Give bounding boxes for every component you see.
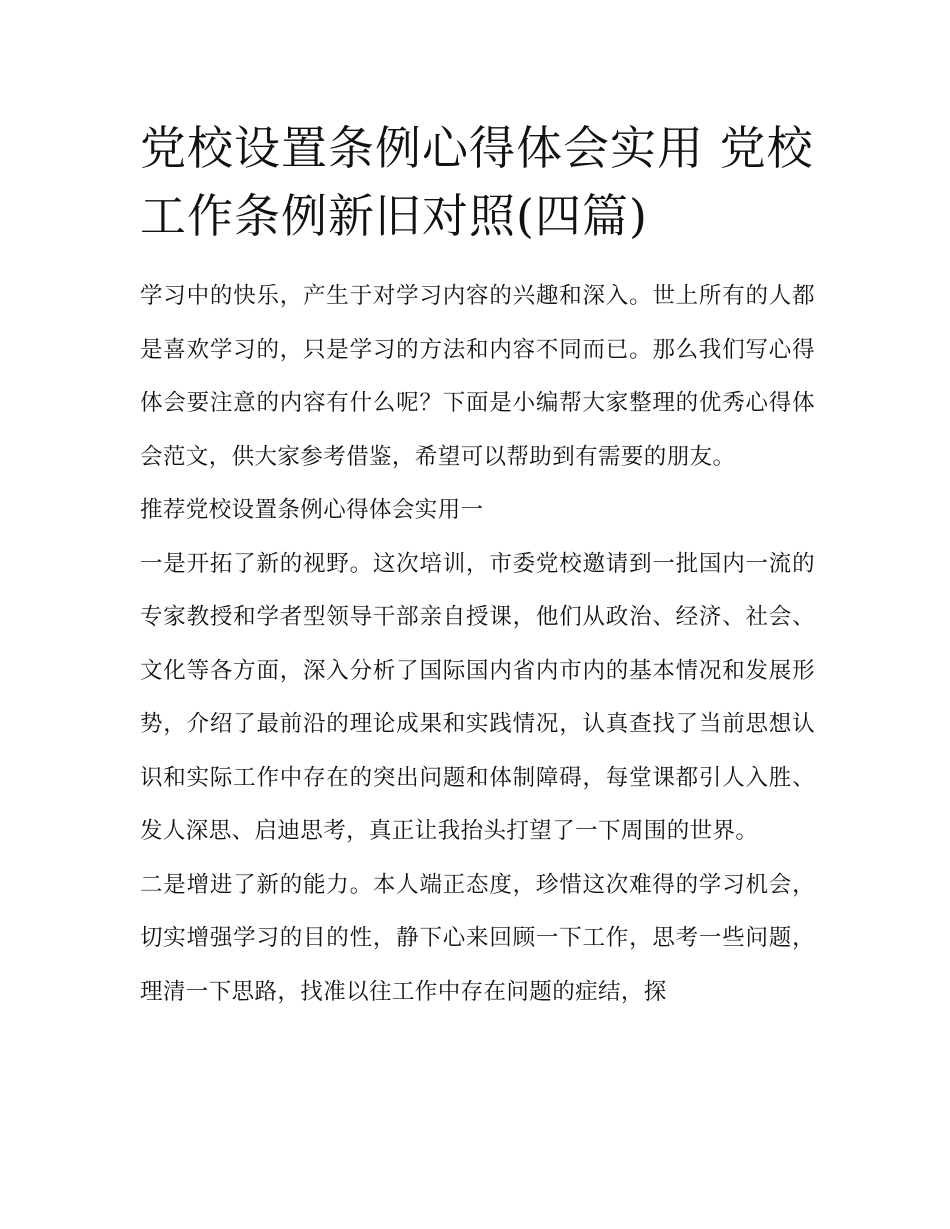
intro-paragraph: 学习中的快乐，产生于对学习内容的兴趣和深入。世上所有的人都是喜欢学习的，只是学习的方法和内容不同而已。那么我们写心得体会要注意的内容有什么呢？下面是小编帮大家整理的优秀心得体会范文，供大家参考借鉴，希望可以帮助到有需要的朋友。 [140,283,815,470]
section-heading: 推荐党校设置条例心得体会实用一 [140,497,484,523]
body-paragraph-1: 一是开拓了新的视野。这次培训，市委党校邀请到一批国内一流的专家教授和学者型领导干部亲自授课，他们从政治、经济、社会、文化等各方面，深入分析了国际国内省内市内的基本情况和发展形势，介绍了最前沿的理论成果和实践情况，认真查找了当前思想认识和实际工作中存在的突出问题和体制障碍，每堂课都引人入胜、发人深思、启迪思考，真正让我抬头打望了一下周围的世界。 [140,550,815,844]
body-paragraph-2: 二是增进了新的能力。本人端正态度，珍惜这次难得的学习机会，切实增强学习的目的性，静下心来回顾一下工作，思考一些问题，理清一下思路，找准以往工作中存在问题的症结，探 [140,871,815,1005]
document-content [140,114,815,1019]
document-title: 党校设置条例心得体会实用 党校工作条例新旧对照(四篇) [140,121,814,243]
